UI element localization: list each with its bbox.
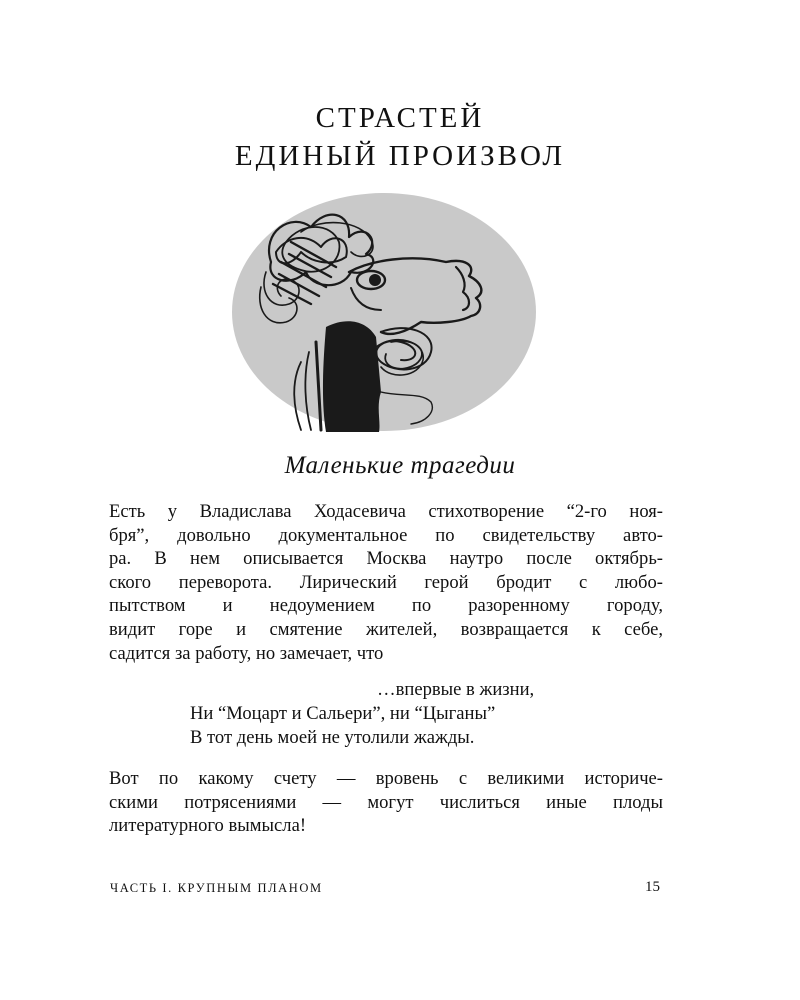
paragraph-1 xyxy=(109,500,663,665)
chapter-title-line-1: СТРАСТЕЙ xyxy=(315,102,485,134)
running-footer-section: ЧАСТЬ I. КРУПНЫМ ПЛАНОМ xyxy=(110,881,323,895)
text-line: бря”, довольно документальное по свидетельству авто- xyxy=(109,524,663,546)
text-line: пытством и недоумением по разоренному городу, xyxy=(109,595,663,617)
text-line: литературного вымысла! xyxy=(109,815,307,837)
poem-line: В тот день моей не утолили жажды. xyxy=(190,727,475,748)
text-line: видит горе и смятение жителей, возвращается к себе, xyxy=(109,618,663,640)
poem-quote xyxy=(190,678,610,750)
page-number: 15 xyxy=(645,879,660,895)
text-line: ского переворота. Лирический герой бродит с любо- xyxy=(109,571,663,593)
text-line: садится за работу, но замечает, что xyxy=(109,642,384,664)
sketch-portrait-icon xyxy=(231,192,537,432)
poem-line: Ни “Моцарт и Сальери”, ни “Цыганы” xyxy=(190,703,496,724)
chapter-title-line-2: ЕДИНЫЙ ПРОИЗВОЛ xyxy=(234,140,566,172)
section-subtitle: Маленькие трагедии xyxy=(284,452,516,479)
text-line: ра. В нем описывается Москва наутро после октябрь- xyxy=(109,548,663,570)
text-line: Есть у Владислава Ходасевича стихотворение “2-го ноя- xyxy=(109,501,663,522)
text-line: Вот по какому счету — вровень с великими историче- xyxy=(109,768,663,789)
poem-line: …впервые в жизни, xyxy=(377,679,535,700)
text-line: скими потрясениями — могут числиться иные плоды xyxy=(109,791,663,813)
paragraph-2 xyxy=(109,767,663,838)
